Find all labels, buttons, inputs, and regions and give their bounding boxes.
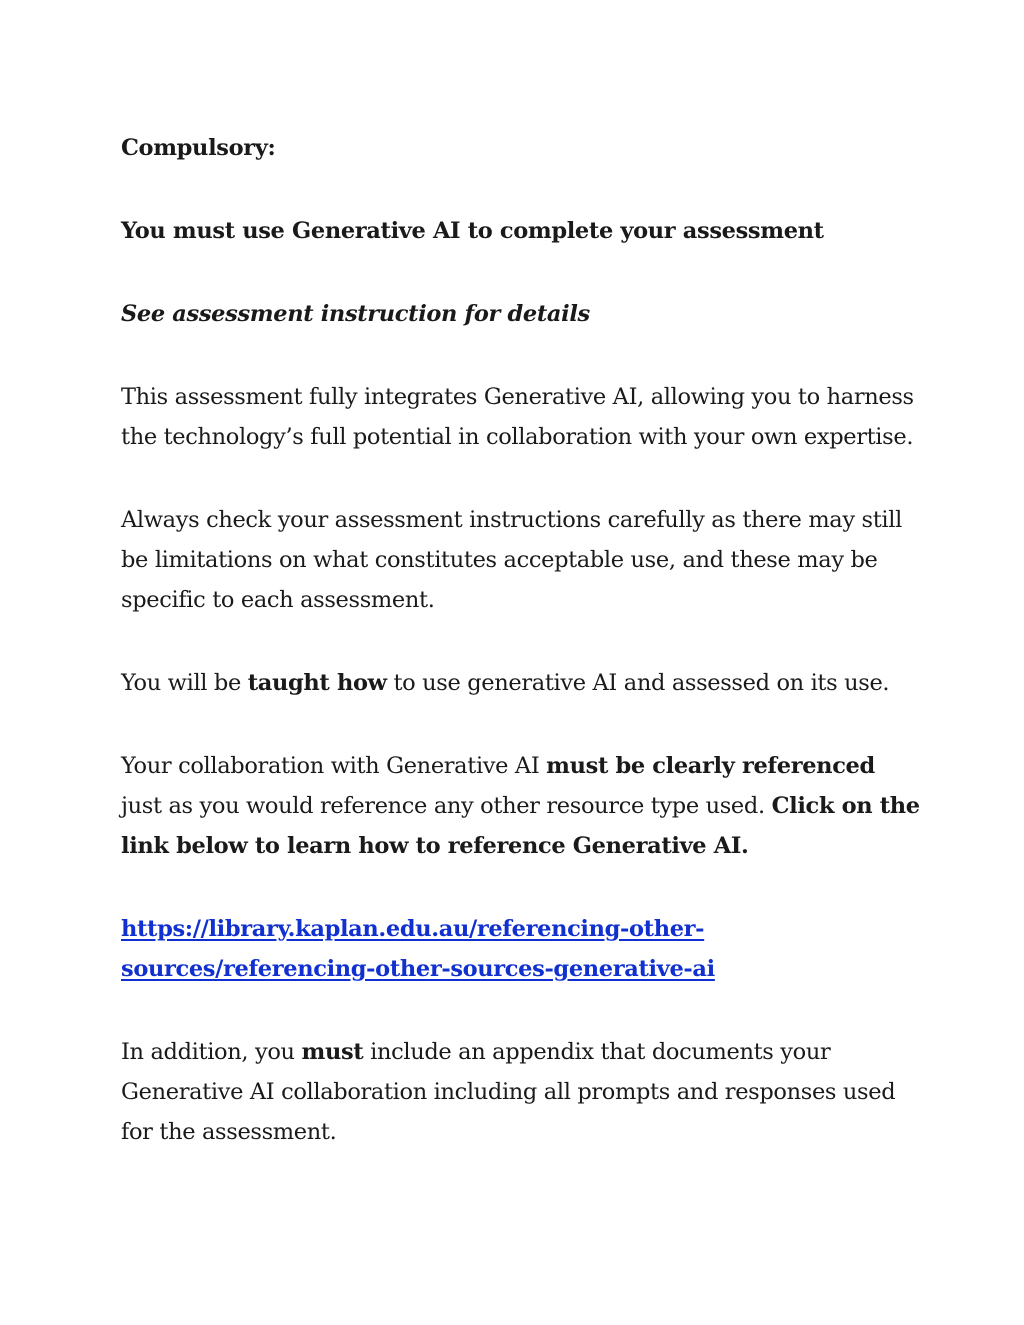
appendix-text-before: In addition, you [121,1039,302,1065]
see-instruction-note: See assessment instruction for details [121,301,590,327]
referenced-text-before: Your collaboration with Generative AI [121,753,547,779]
link-line-1: https://library.kaplan.edu.au/referencing-other- [121,916,705,942]
taught-paragraph [121,663,921,703]
referenced-paragraph [121,746,921,866]
taught-text-after: to use generative AI and assessed on its use. [386,670,890,696]
referenced-text-middle: just as you would reference any other resource type used. [121,793,772,819]
referenced-bold-1: must be clearly referenced [546,753,875,779]
appendix-paragraph [121,1032,921,1152]
taught-text-before: You will be [121,670,248,696]
link-paragraph [121,909,921,989]
referenced-bold-2: Click on the link below to learn how to reference Generative AI. [121,793,920,859]
referencing-guide-link[interactable] [121,909,921,989]
appendix-bold: must [301,1039,364,1065]
appendix-text-after: include an appendix that documents your Generative AI collaboration including all prompts and responses used for the assessment. [121,1039,896,1145]
check-instructions-paragraph: Always check your assessment instructions carefully as there may still be limitations on what constitutes acceptable use, and these may be specific to each assessment. [121,507,902,613]
compulsory-label: Compulsory: [121,135,276,161]
document-page [121,128,921,1195]
link-line-2: sources/referencing-other-sources-generative-ai [121,956,715,982]
taught-bold: taught how [247,670,387,696]
must-use-heading: You must use Generative AI to complete your assessment [121,218,824,244]
integration-paragraph: This assessment fully integrates Generative AI, allowing you to harness the technology’s full potential in collaboration with your own expertise. [121,384,914,450]
